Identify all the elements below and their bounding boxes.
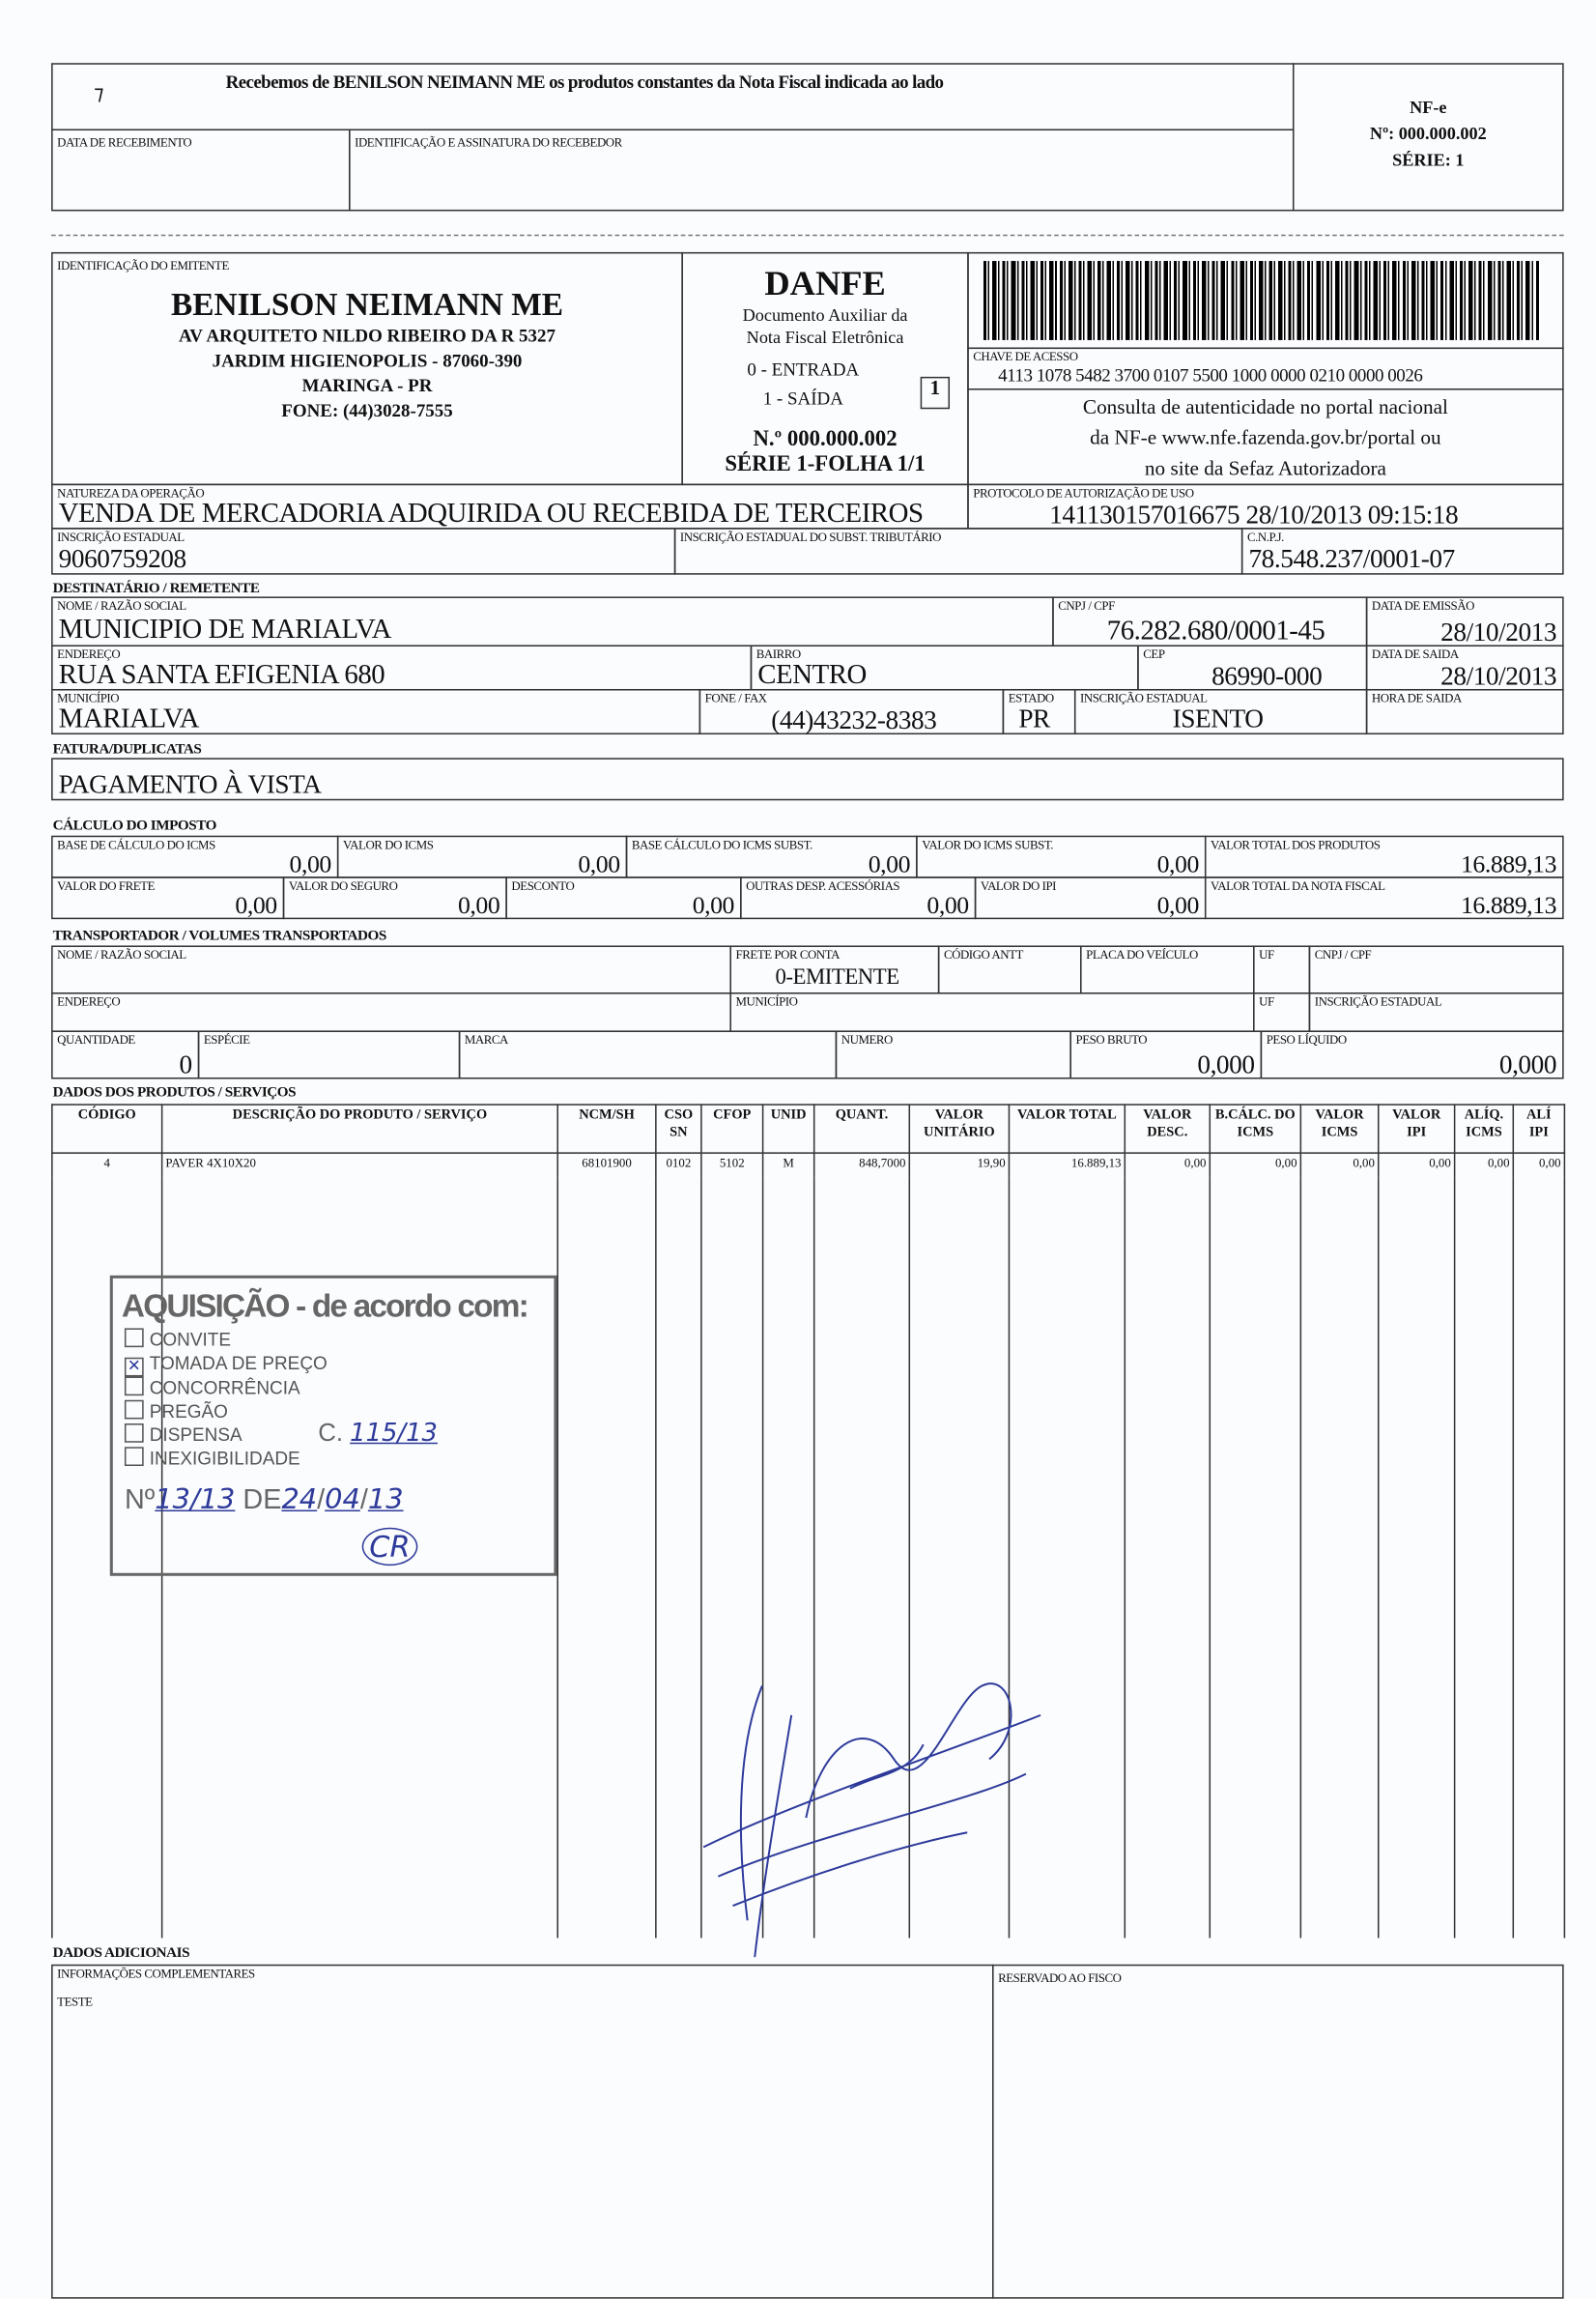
invoice-cell (51, 758, 1564, 800)
recipient-city-cell (51, 689, 700, 734)
empty-cell (1379, 1178, 1455, 1939)
carrier-address-label: ENDEREÇO (57, 993, 121, 1009)
column-header: VALOR IPI (1379, 1105, 1455, 1153)
issuer-name: BENILSON NEIMANN ME (170, 285, 564, 323)
acquisition-stamp (110, 1276, 557, 1576)
recipient-cnpj-label: CNPJ / CPF (1058, 597, 1115, 614)
operation-nature-cell (51, 484, 969, 530)
plate-uf-cell (1253, 945, 1310, 993)
empty-cell (1125, 1178, 1210, 1939)
stamp-option (125, 1423, 328, 1447)
empty-cell (1455, 1178, 1514, 1939)
recipient-state-cell (1003, 689, 1076, 734)
stamp-c-label: C. (318, 1419, 343, 1448)
recipient-district-label: BAIRRO (755, 646, 801, 662)
additional-info-label: INFORMAÇÕES COMPLEMENTARES (57, 1966, 255, 1981)
product-cell: 4 (52, 1153, 162, 1178)
recipient-cnpj: 76.282.680/0001-45 (1106, 616, 1325, 647)
stamp-process (318, 1419, 438, 1448)
products-total-label: VALOR TOTAL DOS PRODUTOS (1211, 837, 1381, 852)
products-total: 16.889,13 (1460, 849, 1557, 878)
issuer-cnpj-value: 78.548.237/0001-07 (1248, 543, 1455, 574)
icms-subst-value-cell (916, 836, 1206, 878)
stamp-option (125, 1400, 328, 1423)
column-header: CFOP (701, 1105, 763, 1153)
icms-value-cell (337, 836, 627, 878)
recipient-district: CENTRO (757, 659, 867, 691)
stamp-option (125, 1376, 328, 1399)
freight-mode-label: FRETE POR CONTA (735, 946, 841, 963)
protocol-cell (967, 484, 1563, 530)
carrier-ie-label: INSCRIÇÃO ESTADUAL (1314, 993, 1442, 1009)
stamp-option-label: CONCORRÊNCIA (149, 1377, 300, 1399)
species-cell (198, 1030, 461, 1078)
product-cell: 68101900 (557, 1153, 656, 1178)
recipient-zip: 86990-000 (1211, 661, 1323, 691)
empty-cell (557, 1178, 656, 1939)
issuer-city: MARINGA - PR (301, 375, 433, 396)
carrier-uf-cell (1253, 992, 1310, 1032)
column-header: DESCRIÇÃO DO PRODUTO / SERVIÇO (162, 1105, 558, 1153)
issuer-cnpj-cell (1241, 528, 1564, 575)
carrier-cnpj-cell (1309, 945, 1564, 993)
net-weight: 0,000 (1498, 1049, 1557, 1079)
column-header: VALOR ICMS (1300, 1105, 1378, 1153)
stamp-option (125, 1447, 328, 1470)
authenticity-text-3: no site da Sefaz Autorizadora (1144, 458, 1386, 481)
antt-label: CÓDIGO ANTT (943, 946, 1023, 963)
fisco-label: RESERVADO AO FISCO (998, 1969, 1122, 1986)
product-cell: 5102 (701, 1153, 763, 1178)
receiver-signature-cell (349, 129, 1294, 211)
ipi-value-label: VALOR DO IPI (980, 877, 1056, 893)
recipient-phone: (44)43232-8383 (771, 704, 937, 735)
brand-cell (459, 1030, 837, 1078)
other-expenses-label: OUTRAS DESP. ACESSÓRIAS (746, 877, 900, 893)
carrier-city-cell (729, 992, 1254, 1032)
icms-base: 0,00 (289, 849, 331, 878)
substitute-registration-cell (674, 528, 1243, 575)
receipt-date-label: DATA DE RECEBIMENTO (57, 134, 192, 150)
receipt-date-cell (51, 129, 350, 211)
recipient-name-label: NOME / RAZÃO SOCIAL (57, 597, 186, 614)
number-label: NUMERO (841, 1031, 893, 1048)
freight: 0,00 (235, 891, 277, 920)
stamp-option-label: PREGÃO (149, 1401, 228, 1423)
access-key-cell (967, 348, 1563, 390)
stamp-option-label: TOMADA DE PREÇO (149, 1353, 328, 1374)
products-section-title: DADOS DOS PRODUTOS / SERVIÇOS (52, 1084, 297, 1102)
discount: 0,00 (692, 891, 735, 920)
stamp-options (125, 1328, 328, 1470)
brand-label: MARCA (464, 1031, 508, 1048)
icms-subst-value: 0,00 (1156, 849, 1199, 878)
stamp-day: 24 (281, 1483, 318, 1516)
column-header: CÓDIGO (52, 1105, 162, 1153)
unchecked-box-icon (125, 1423, 144, 1443)
number-cell (836, 1030, 1071, 1078)
invoice-total-cell (1205, 876, 1564, 919)
access-key-value: 4113 1078 5482 3700 0107 5500 1000 0000 0210 0000 0026 (998, 364, 1423, 386)
column-header: CSO SN (656, 1105, 701, 1153)
danfe-series-page: SÉRIE 1-FOLHA 1/1 (725, 452, 926, 477)
nfe-series: SÉRIE: 1 (1392, 149, 1465, 170)
column-header: UNID (763, 1105, 814, 1153)
issuer-district: JARDIM HIGIENOPOLIS - 87060-390 (212, 350, 523, 371)
carrier-ie-cell (1309, 992, 1564, 1032)
receipt-statement-cell (51, 63, 1294, 130)
product-cell: M (763, 1153, 814, 1178)
insurance: 0,00 (457, 891, 500, 920)
product-cell: PAVER 4X10X20 (162, 1153, 558, 1178)
danfe-title: DANFE (764, 265, 886, 304)
carrier-cnpj-label: CNPJ / CPF (1314, 946, 1372, 963)
net-weight-cell (1261, 1030, 1564, 1078)
icms-subst-base-label: BASE CÁLCULO DO ICMS SUBST. (631, 837, 812, 852)
icms-subst-base-cell (626, 836, 918, 878)
quantity: 0 (179, 1049, 192, 1079)
carrier-name-cell (51, 945, 731, 993)
gross-weight: 0,000 (1197, 1049, 1255, 1079)
freight-mode-cell (729, 945, 939, 993)
recipient-district-cell (751, 645, 1139, 690)
stamp-initials: CR (362, 1528, 417, 1566)
protocol-label: PROTOCOLO DE AUTORIZAÇÃO DE USO (973, 485, 1194, 501)
protocol-value: 141130157016675 28/10/2013 09:15:18 (1049, 500, 1459, 530)
carrier-uf-label: UF (1259, 993, 1274, 1009)
column-header: NCM/SH (557, 1105, 656, 1153)
recipient-cnpj-cell (1052, 596, 1367, 647)
authenticity-text-1: Consulta de autenticidade no portal nacional (1082, 397, 1448, 419)
stamp-title: AQUISIÇÃO - de acordo com: (121, 1286, 527, 1324)
column-header: ALÍ IPI (1513, 1105, 1564, 1153)
freight-cell (51, 876, 284, 919)
ipi-value-cell (975, 876, 1207, 919)
danfe-subtitle-2: Nota Fiscal Eletrônica (746, 327, 904, 348)
receipt-nfe-cell (1293, 63, 1564, 211)
carrier-name-label: NOME / RAZÃO SOCIAL (57, 946, 186, 963)
unchecked-box-icon (125, 1447, 144, 1466)
discount-cell (505, 876, 741, 919)
exit-option: 1 - SAÍDA (762, 388, 843, 410)
product-cell: 0102 (656, 1153, 701, 1178)
plate-cell (1080, 945, 1255, 993)
barcode (983, 261, 1540, 340)
gross-weight-label: PESO BRUTO (1075, 1031, 1148, 1048)
column-header: VALOR DESC. (1125, 1105, 1210, 1153)
exit-date: 28/10/2013 (1440, 661, 1557, 691)
unchecked-box-icon (125, 1400, 144, 1420)
plate-label: PLACA DO VEÍCULO (1086, 946, 1198, 963)
entry-option: 0 - ENTRADA (747, 359, 860, 380)
icms-value: 0,00 (578, 849, 620, 878)
issuer-phone: FONE: (44)3028-7555 (281, 400, 453, 421)
danfe-subtitle-1: Documento Auxiliar da (742, 304, 908, 326)
column-header: QUANT. (814, 1105, 910, 1153)
operation-nature-label: NATUREZA DA OPERAÇÃO (57, 485, 205, 501)
additional-section-title: DADOS ADICIONAIS (52, 1945, 190, 1962)
carrier-address-cell (51, 992, 731, 1032)
issue-date-label: DATA DE EMISSÃO (1371, 597, 1474, 614)
recipient-ie: ISENTO (1172, 704, 1264, 733)
plate-uf-label: UF (1259, 946, 1274, 963)
stamp-month: 04 (325, 1483, 360, 1516)
recipient-city: MARIALVA (58, 704, 200, 735)
recipient-state-label: ESTADO (1008, 690, 1054, 705)
substitute-registration-label: INSCRIÇÃO ESTADUAL DO SUBST. TRIBUTÁRIO (679, 529, 941, 544)
recipient-address: RUA SANTA EFIGENIA 680 (58, 659, 385, 691)
column-header: ALÍQ. ICMS (1455, 1105, 1514, 1153)
insurance-cell (283, 876, 507, 919)
barcode-cell (967, 252, 1563, 349)
authenticity-text-2: da NF-e www.nfe.fazenda.gov.br/portal ou (1090, 427, 1441, 450)
product-cell: 0,00 (1125, 1153, 1210, 1178)
antt-cell (938, 945, 1082, 993)
empty-cell (1210, 1178, 1300, 1939)
issuer-label: IDENTIFICAÇÃO DO EMITENTE (57, 257, 229, 273)
product-row (52, 1153, 1565, 1178)
exit-date-cell (1366, 645, 1564, 690)
stamp-c-value: 115/13 (350, 1419, 438, 1449)
stamp-option-label: INEXIGIBILIDADE (149, 1448, 300, 1470)
product-cell: 16.889,13 (1009, 1153, 1125, 1178)
access-key-label: CHAVE DE ACESSO (973, 349, 1078, 364)
column-header: VALOR TOTAL (1009, 1105, 1125, 1153)
exit-time-label: HORA DE SAIDA (1371, 690, 1462, 705)
unchecked-box-icon (125, 1328, 144, 1347)
stamp-number-line: Nº13/13 DE24/04/13 (124, 1483, 404, 1516)
state-registration-cell (51, 528, 675, 575)
products-header-row (52, 1105, 1565, 1153)
authenticity-cell (967, 388, 1563, 485)
cut-line (51, 235, 1564, 237)
stamp-option (125, 1328, 328, 1351)
icms-base-label: BASE DE CÁLCULO DO ICMS (57, 837, 215, 852)
tax-section-title: CÁLCULO DO IMPOSTO (52, 818, 216, 835)
state-registration-label: INSCRIÇÃO ESTADUAL (57, 529, 185, 544)
recipient-section-title: DESTINATÁRIO / REMETENTE (52, 580, 260, 597)
receiver-signature-label: IDENTIFICAÇÃO E ASSINATURA DO RECEBEDOR (355, 134, 622, 150)
species-label: ESPÉCIE (203, 1031, 250, 1048)
icms-base-cell (51, 836, 338, 878)
recipient-state: PR (1018, 704, 1050, 733)
danfe-number: N.º 000.000.002 (753, 427, 898, 452)
issuer-address: AV ARQUITETO NILDO RIBEIRO DA R 5327 (179, 325, 556, 347)
ipi-value: 0,00 (1156, 891, 1199, 920)
empty-cell (1300, 1178, 1378, 1939)
recipient-ie-cell (1074, 689, 1367, 734)
other-expenses-cell (740, 876, 976, 919)
product-cell: 0,00 (1379, 1153, 1455, 1178)
carrier-city-label: MUNICÍPIO (735, 993, 798, 1009)
recipient-ie-label: INSCRIÇÃO ESTADUAL (1080, 690, 1208, 705)
recipient-phone-label: FONE / FAX (704, 690, 767, 705)
column-header: B.CÁLC. DO ICMS (1210, 1105, 1300, 1153)
additional-info: TESTE (57, 1994, 93, 2009)
stamp-option-label: CONVITE (149, 1329, 232, 1351)
handwritten-signature (674, 1627, 1070, 1965)
nfe-label: NF-e (1410, 97, 1447, 118)
empty-cell (1513, 1178, 1564, 1939)
carrier-section-title: TRANSPORTADOR / VOLUMES TRANSPORTADOS (52, 928, 386, 944)
icms-value-label: VALOR DO ICMS (342, 837, 434, 852)
stamp-year: 13 (367, 1483, 404, 1516)
invoice-total: 16.889,13 (1460, 891, 1557, 920)
quantity-label: QUANTIDADE (57, 1031, 135, 1048)
column-header: VALOR UNITÁRIO (909, 1105, 1009, 1153)
stamp-n-value: 13/13 (155, 1483, 236, 1516)
icms-subst-base: 0,00 (868, 849, 911, 878)
freight-mode: 0-EMITENTE (775, 965, 899, 990)
additional-info-cell (51, 1965, 993, 2299)
product-cell: 0,00 (1513, 1153, 1564, 1178)
gross-weight-cell (1069, 1030, 1262, 1078)
product-cell: 0,00 (1455, 1153, 1514, 1178)
issue-date: 28/10/2013 (1440, 617, 1557, 647)
invoice-section-title: FATURA/DUPLICATAS (52, 741, 202, 759)
recipient-name: MUNICIPIO DE MARIALVA (58, 614, 392, 646)
other-expenses: 0,00 (926, 891, 969, 920)
operation-type-box: 1 (921, 377, 950, 409)
product-cell: 0,00 (1300, 1153, 1378, 1178)
product-cell: 0,00 (1210, 1153, 1300, 1178)
stamp-option-label: DISPENSA (149, 1424, 242, 1446)
issue-date-cell (1366, 596, 1564, 647)
unchecked-box-icon (125, 1376, 144, 1395)
issuer-cell (51, 252, 683, 485)
fisco-cell (992, 1965, 1564, 2299)
recipient-city-label: MUNICÍPIO (57, 690, 120, 705)
operation-nature-value: VENDA DE MERCADORIA ADQUIRIDA OU RECEBIDA DE TERCEIROS (58, 498, 924, 530)
checked-box-icon: ✕ (125, 1358, 144, 1377)
issuer-cnpj-label: C.N.P.J. (1246, 529, 1284, 544)
recipient-zip-cell (1137, 645, 1367, 690)
exit-date-label: DATA DE SAIDA (1371, 646, 1459, 662)
stamp-option (125, 1352, 328, 1377)
state-registration-value: 9060759208 (58, 543, 186, 574)
recipient-address-cell (51, 645, 752, 690)
stamp-de-label: DE (242, 1484, 282, 1516)
payment-terms: PAGAMENTO À VISTA (58, 769, 322, 799)
recipient-address-label: ENDEREÇO (57, 646, 121, 662)
quantity-cell (51, 1030, 199, 1078)
receipt-text: Recebemos de BENILSON NEIMANN ME os produtos constantes da Nota Fiscal indicada ao lado (225, 72, 944, 93)
danfe-cell (681, 252, 968, 485)
discount-label: DESCONTO (511, 877, 575, 893)
product-cell: 848,7000 (814, 1153, 910, 1178)
insurance-label: VALOR DO SEGURO (288, 877, 398, 893)
net-weight-label: PESO LÍQUIDO (1266, 1031, 1347, 1048)
product-cell: 19,90 (909, 1153, 1009, 1178)
signature-mark: ⁊ (94, 83, 104, 106)
recipient-name-cell (51, 596, 1054, 647)
recipient-phone-cell (699, 689, 1005, 734)
invoice-total-label: VALOR TOTAL DA NOTA FISCAL (1211, 877, 1385, 893)
freight-label: VALOR DO FRETE (57, 877, 156, 893)
nfe-number: Nº: 000.000.002 (1369, 123, 1487, 144)
recipient-zip-label: CEP (1143, 646, 1165, 662)
icms-subst-value-label: VALOR DO ICMS SUBST. (922, 837, 1054, 852)
stamp-n-label: Nº (124, 1484, 156, 1516)
exit-time-cell (1366, 689, 1564, 734)
products-total-cell (1205, 836, 1564, 878)
